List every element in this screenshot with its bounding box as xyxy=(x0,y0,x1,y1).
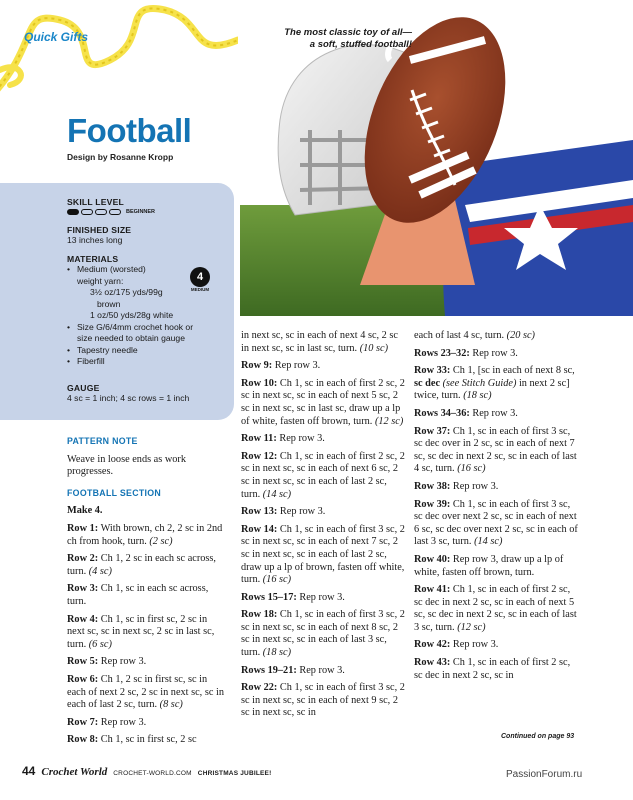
page-title: Football xyxy=(67,112,192,149)
pattern-row: Row 5: Rep row 3. xyxy=(67,656,147,668)
pattern-column-3 xyxy=(414,330,579,687)
gauge-heading: GAUGE xyxy=(67,383,100,393)
material-item-line: weight yarn: xyxy=(77,275,124,286)
skill-level-meter xyxy=(67,209,155,215)
make-instruction: Make 4. xyxy=(67,505,103,517)
skill-level-heading: SKILL LEVEL xyxy=(67,197,124,207)
pattern-row: Row 14: Ch 1, sc in each of first 3 sc, 2 sc in next sc, sc in each of next 7 sc, 2 sc in next sc, sc in each of last 2 sc, draw up a lp of brown, fasten off white, turn. (16 sc) xyxy=(241,523,405,586)
gauge-block xyxy=(67,383,189,405)
material-item: • Fiberfill xyxy=(67,356,227,368)
caption-line: The most classic toy of all— xyxy=(284,27,412,38)
pattern-row: Row 40: Rep row 3, draw up a lp of white, fasten off brown, turn. xyxy=(414,553,564,578)
photo-caption xyxy=(262,27,412,51)
pattern-row: Row 8: Ch 1, sc in first sc, 2 sc xyxy=(67,734,197,746)
skill-segment xyxy=(109,209,121,215)
pattern-column-1 xyxy=(67,433,227,752)
pattern-row-continued: each of last 4 sc, turn. (20 sc) xyxy=(414,330,535,341)
watermark: PassionForum.ru xyxy=(506,769,583,780)
material-item-line: size needed to obtain gauge xyxy=(77,333,185,343)
pattern-row: Rows 34–36: Rep row 3. xyxy=(414,407,518,419)
issue-name: CHRISTMAS JUBILEE! xyxy=(197,770,272,777)
skill-segment xyxy=(81,209,93,215)
gauge-text: 4 sc = 1 inch; 4 sc rows = 1 inch xyxy=(67,393,190,403)
finished-size-text: 13 inches long xyxy=(67,235,123,245)
section-tag: Quick Gifts xyxy=(24,30,89,44)
pattern-row: Rows 23–32: Rep row 3. xyxy=(414,347,518,359)
pattern-column-2 xyxy=(241,330,406,725)
rope-decoration-icon xyxy=(0,0,238,100)
website-link: CROCHET-WORLD.COM xyxy=(113,770,192,777)
pattern-row: Row 11: Rep row 3. xyxy=(241,433,325,445)
pattern-note-text: Weave in loose ends as work progresses. xyxy=(67,453,186,478)
header-decoration xyxy=(0,0,238,100)
pattern-row: Row 22: Ch 1, sc in each of first 3 sc, 2 sc in next sc, sc in each of next 9 sc, 2 sc in next sc, sc in xyxy=(241,682,405,719)
magazine-name: Crochet World xyxy=(41,766,108,778)
yarn-weight-badge xyxy=(188,267,212,292)
material-item: • Size G/6/4mm crochet hook or xyxy=(67,322,227,334)
pattern-row: Rows 19–21: Rep row 3. xyxy=(241,664,345,676)
continued-note: Continued on page 93 xyxy=(501,733,575,740)
pattern-row: Row 13: Rep row 3. xyxy=(241,506,326,518)
pattern-row: Row 4: Ch 1, sc in first sc, 2 sc in next sc, sc in next sc, 2 sc in last sc, turn. (6 sc) xyxy=(67,613,215,650)
skill-segment xyxy=(67,209,79,215)
pattern-row: Row 38: Rep row 3. xyxy=(414,480,499,492)
pattern-row: Row 7: Rep row 3. xyxy=(67,716,147,728)
pattern-row: Row 43: Ch 1, sc in each of first 2 sc, sc dec in next 2 sc, sc in xyxy=(414,657,571,681)
pattern-row: Row 6: Ch 1, 2 sc in first sc, sc in each of next 2 sc, 2 sc in next sc, sc in each of last 2 sc, turn. (8 sc) xyxy=(67,673,224,711)
skill-level-label: BEGINNER xyxy=(126,209,156,215)
material-item-line: 3½ oz/175 yds/99g xyxy=(90,287,163,297)
pattern-row: Row 37: Ch 1, sc in each of first 3 sc, sc dec over in 2 sc, sc in each of next 7 sc, sc dec in next 2 sc, sc in each of last 4 sc, turn. (16 sc) xyxy=(414,425,577,475)
pattern-row: Row 2: Ch 1, 2 sc in each sc across, turn. (4 sc) xyxy=(67,553,216,577)
yarn-weight-label: MEDIUM xyxy=(190,287,210,292)
pattern-row: Row 12: Ch 1, sc in each of first 2 sc, 2 sc in next sc, sc in each of next 6 sc, 2 sc in next sc, sc in each of last 2 sc, turn. (14 sc) xyxy=(241,450,405,500)
skill-segment xyxy=(95,209,107,215)
designer-byline: Design by Rosanne Kropp xyxy=(67,152,174,162)
skill-level-block xyxy=(67,197,155,215)
pattern-row: Row 33: Ch 1, [sc in each of next 8 sc, sc dec (see Stitch Guide) in next 2 sc] twice, turn. (18 sc) xyxy=(414,365,575,402)
pattern-row: Row 1: With brown, ch 2, 2 sc in 2nd ch from hook, turn. (2 sc) xyxy=(67,522,223,547)
materials-heading: MATERIALS xyxy=(67,254,119,264)
material-item: • Medium (worsted) xyxy=(67,264,227,276)
pattern-row: Row 9: Rep row 3. xyxy=(241,360,321,372)
material-item-line: brown xyxy=(97,298,121,309)
finished-size-heading: FINISHED SIZE xyxy=(67,225,132,235)
caption-line: a soft, stuffed football! xyxy=(309,39,412,50)
pattern-row: Row 41: Ch 1, sc in each of first 2 sc, sc dec in next 2 sc, sc in each of next 5 sc, sc dec in next 2 sc, sc in each of last 3 sc, turn. (12 sc) xyxy=(414,584,577,633)
page-number: 44 xyxy=(22,764,36,778)
page-footer xyxy=(22,764,271,778)
pattern-row: Row 18: Ch 1, sc in each of first 3 sc, 2 sc in next sc, sc in each of next 8 sc, 2 sc in next sc, sc in each of last 3 sc, turn. (18 sc) xyxy=(241,609,405,659)
pattern-row: Row 3: Ch 1, sc in each sc across, turn. xyxy=(67,583,209,607)
yarn-ball-icon: 4 xyxy=(190,267,210,287)
pattern-row-continued: in next sc, sc in each of next 4 sc, 2 sc in next sc, sc in last sc, turn. (10 sc) xyxy=(241,330,398,354)
pattern-row: Row 39: Ch 1, sc in each of first 3 sc, sc dec over next 2 sc, sc in each of next 6 sc, sc dec over next 2 sc, sc in each of last 3 sc, turn. (14 sc) xyxy=(414,498,578,548)
football-section-heading: FOOTBALL SECTION xyxy=(67,487,162,498)
pattern-row: Row 10: Ch 1, sc in each of first 2 sc, 2 sc in next sc, sc in each of next 5 sc, 2 sc in next sc, sc in last sc, draw up a lp of white, fasten off brown, turn. (12 sc) xyxy=(241,377,405,427)
pattern-note-heading: PATTERN NOTE xyxy=(67,436,138,446)
pattern-row: Row 42: Rep row 3. xyxy=(414,639,499,651)
material-item-line: 1 oz/50 yds/28g white xyxy=(90,310,174,320)
finished-size-block xyxy=(67,225,131,247)
pattern-row: Rows 15–17: Rep row 3. xyxy=(241,591,345,603)
material-item: • Tapestry needle xyxy=(67,345,227,357)
